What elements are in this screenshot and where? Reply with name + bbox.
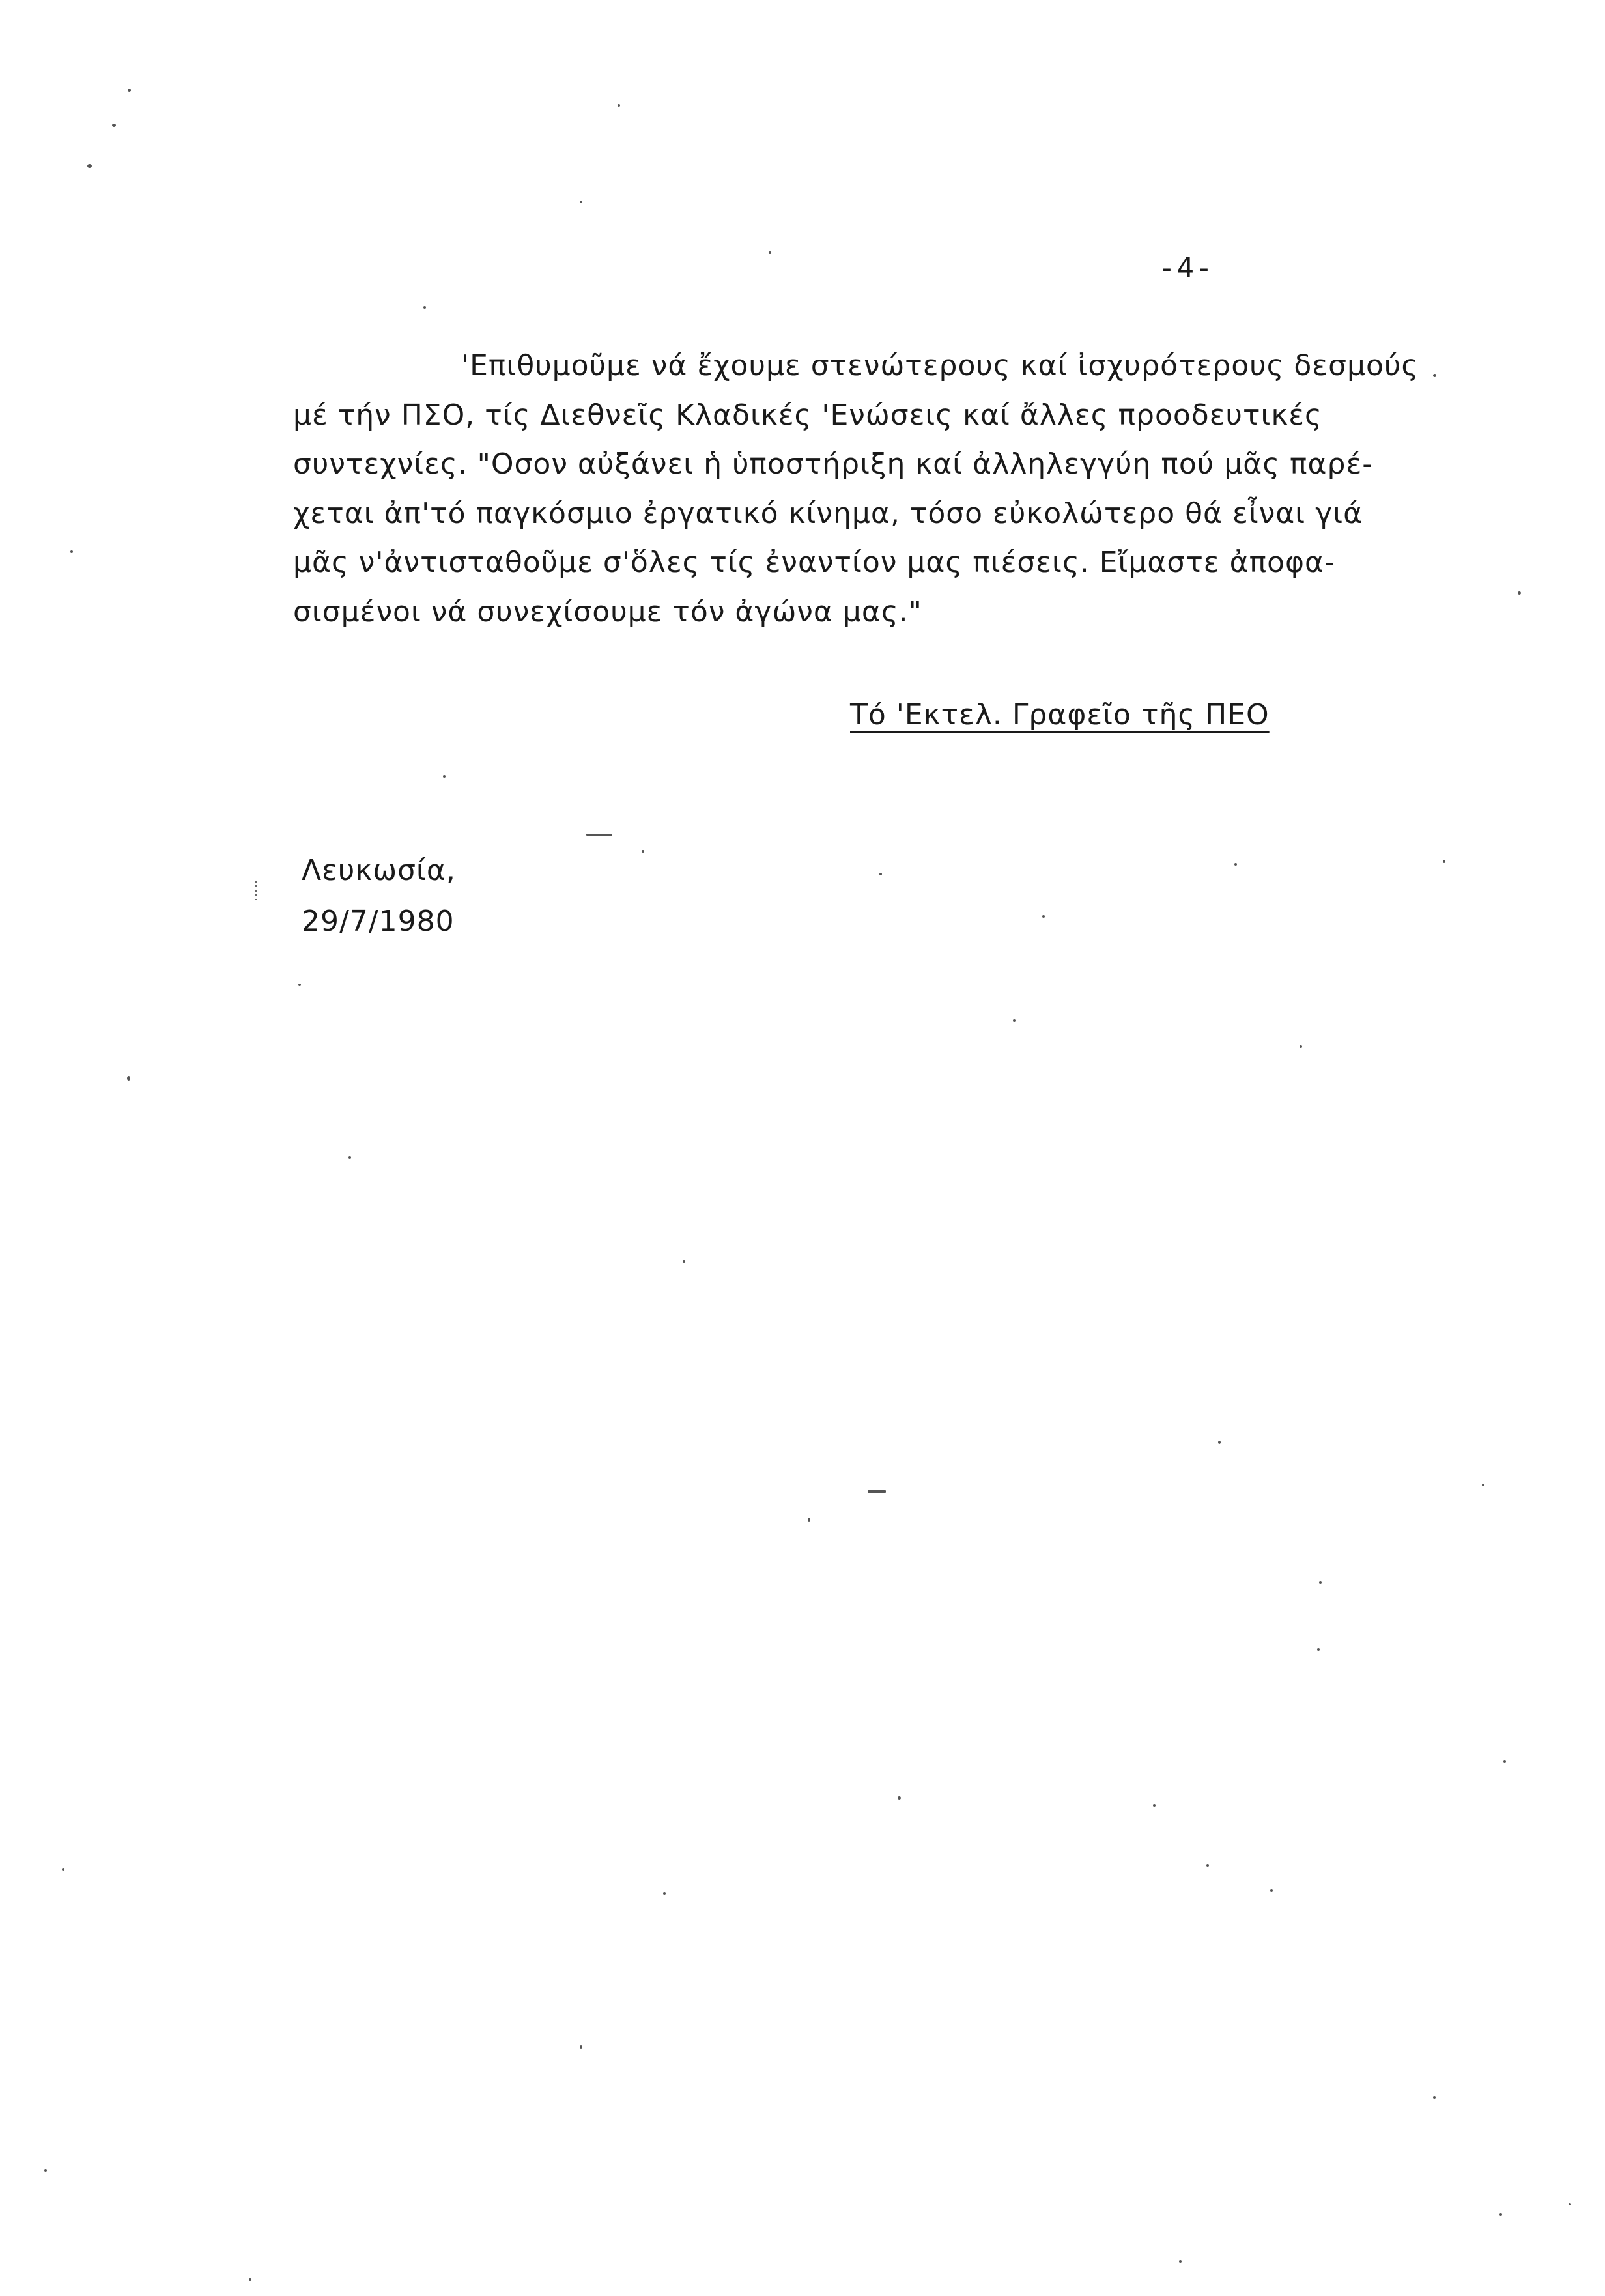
- letter-body: [293, 341, 1419, 636]
- scan-speck: [580, 201, 582, 203]
- scan-speck: [1270, 1889, 1273, 1892]
- scan-speck: [1433, 374, 1436, 377]
- scan-speck: [70, 550, 73, 553]
- scan-speck: [879, 873, 882, 875]
- scan-speck: [1433, 2096, 1436, 2099]
- scan-speck: [443, 775, 446, 778]
- scan-speck: [1317, 1648, 1320, 1651]
- scan-speck: [1013, 1019, 1016, 1022]
- scan-speck: [62, 1868, 64, 1871]
- scan-speck: [618, 104, 620, 107]
- scan-speck: [298, 984, 301, 986]
- body-line: 'Επιθυμοῦμε νά ἔχουμε στενώτερους καί ἰσχυρότερους δεσμούς: [461, 349, 1419, 382]
- scan-speck: [255, 881, 257, 900]
- scan-speck: [87, 164, 92, 168]
- body-line: μᾶς ν'ἀντισταθοῦμε σ'ὅλες τίς ἐναντίον μας πιέσεις. Εἴμαστε ἀποφα-: [293, 546, 1335, 579]
- scan-speck: [249, 2278, 251, 2281]
- place-label: Λευκωσία,: [302, 854, 456, 887]
- body-line: μέ τήν ΠΣΟ, τίς Διεθνεῖς Κλαδικές 'Ενώσεις καί ἄλλες προοδευτικές: [293, 398, 1322, 432]
- scan-speck: [127, 1076, 130, 1081]
- body-line: συντεχνίες. "Οσον αὐξάνει ἡ ὑποστήριξη καί ἀλληλεγγύη πού μᾶς παρέ-: [293, 447, 1374, 481]
- signature-line: Τό 'Εκτελ. Γραφεῖο τῆς ΠΕΟ: [850, 698, 1270, 731]
- scan-speck: [1518, 591, 1521, 595]
- scan-speck: [1503, 1760, 1506, 1763]
- scan-speck: [1042, 915, 1045, 918]
- page-number: -4-: [1158, 251, 1214, 285]
- scan-speck: [769, 251, 771, 254]
- scan-speck: [663, 1892, 666, 1895]
- body-line: χεται ἀπ'τό παγκόσμιο ἐργατικό κίνημα, τόσο εὐκολώτερο θά εἶναι γιά: [293, 496, 1363, 530]
- scan-speck: [348, 1156, 351, 1159]
- body-line: σισμένοι νά συνεχίσουμε τόν ἀγώνα μας.": [293, 595, 922, 629]
- scan-speck: [44, 2169, 47, 2172]
- date-label: 29/7/1980: [302, 905, 455, 938]
- scan-speck: [868, 1490, 886, 1493]
- scan-speck: [1153, 1804, 1156, 1807]
- scan-speck: [1206, 1864, 1209, 1867]
- scan-speck: [1300, 1045, 1302, 1048]
- scan-speck: [1482, 1484, 1484, 1486]
- scan-speck: [586, 834, 612, 836]
- scan-speck: [808, 1518, 810, 1522]
- scan-speck: [423, 306, 426, 309]
- scan-speck: [1319, 1581, 1322, 1584]
- scan-speck: [1569, 2203, 1571, 2205]
- scan-speck: [1179, 2260, 1182, 2263]
- scan-speck: [1218, 1441, 1221, 1444]
- scan-speck: [1234, 863, 1237, 866]
- scan-speck: [128, 89, 131, 92]
- place-date-block: [302, 845, 456, 947]
- scan-speck: [112, 124, 116, 127]
- scan-speck: [1443, 860, 1445, 863]
- scan-speck: [683, 1260, 685, 1263]
- scan-speck: [642, 850, 644, 853]
- scan-speck: [580, 2045, 582, 2049]
- scan-speck: [1499, 2213, 1502, 2216]
- scan-speck: [898, 1796, 901, 1800]
